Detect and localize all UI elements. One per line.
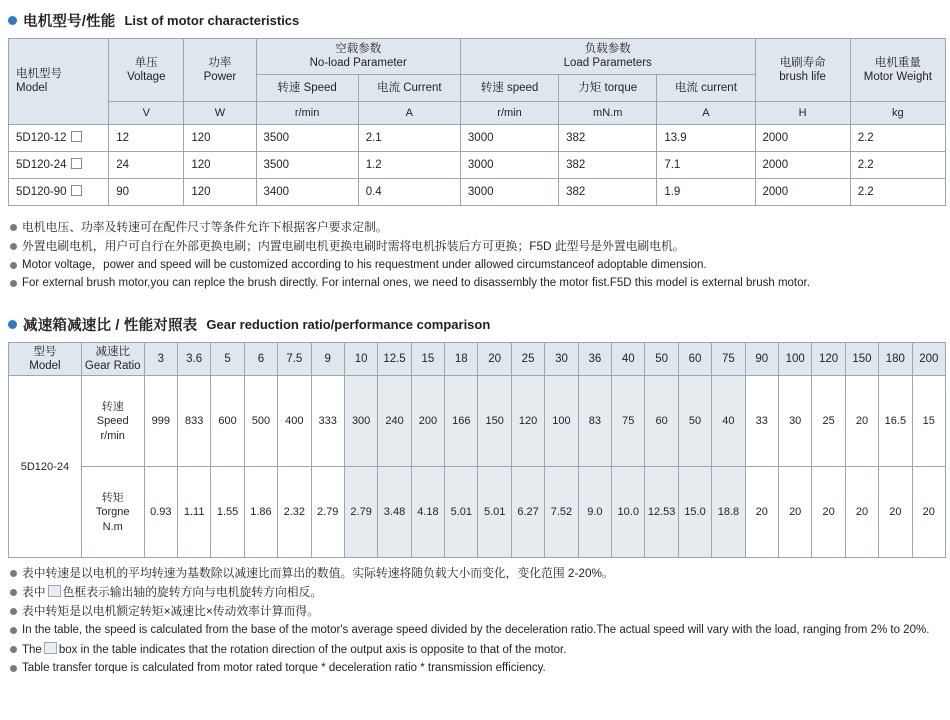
gear-ratio-value: 120: [812, 342, 845, 376]
gear-ratio-value: 3.6: [177, 342, 210, 376]
cell-model: [9, 151, 109, 178]
note-item: [10, 220, 944, 236]
motor-notes: [10, 220, 944, 292]
gear-header-row: [9, 342, 946, 376]
cell-voltage: 90: [109, 178, 184, 205]
unit-ld-speed: r/min: [460, 101, 558, 124]
cell-model: [9, 178, 109, 205]
header-voltage-cn: 单压: [134, 56, 158, 69]
gear-torque-value: 18.8: [712, 467, 745, 558]
note-box-pre: 表中: [22, 585, 46, 600]
note-text: In the table, the speed is calculated from the base of the motor's average speed divided by the deceleration ratio.The actual speed will vary with the load, ranging from 2% to 20%.: [22, 624, 930, 637]
checkbox-square-icon: [71, 158, 82, 169]
header-weight-cn: 电机重量: [874, 56, 921, 69]
header-ld-torque: [559, 74, 657, 101]
header-model: [9, 39, 109, 125]
gear-torque-label-cn: 转矩: [101, 491, 124, 504]
header-noload-en: No-load Parameter: [309, 57, 407, 70]
gear-speed-label-unit: r/min: [100, 429, 125, 442]
note-text: 外置电刷电机，用户可自行在外部更换电刷；内置电刷电机更换电刷时需将电机拆装后方可更换；F5D 此型号是外置电刷电机。: [22, 238, 685, 253]
gear-ratio-value: 60: [678, 342, 711, 376]
gear-ratio-value: 30: [545, 342, 578, 376]
gear-header-ratio-en: Gear Ratio: [84, 360, 141, 372]
gear-speed-value: 40: [712, 376, 745, 467]
cell-weight: 2.2: [850, 124, 945, 151]
note-text: 表中转矩是以电机额定转矩×减速比×传动效率计算而得。: [22, 604, 319, 619]
gear-torque-value: 20: [912, 467, 945, 558]
gear-torque-value: 20: [845, 467, 878, 558]
gear-torque-label-unit: N.m: [102, 520, 123, 533]
gear-speed-value: 200: [411, 376, 444, 467]
header-voltage: [109, 39, 184, 102]
cell-nl-speed: 3500: [256, 151, 358, 178]
note-bullet-icon: [10, 570, 17, 577]
header-nl-speed-cn: 转速: [277, 81, 301, 94]
note-text: [22, 642, 566, 659]
gear-ratio-value: 12.5: [378, 342, 411, 376]
gear-ratio-value: 5: [211, 342, 244, 376]
unit-voltage: V: [109, 101, 184, 124]
unit-brush-life: H: [755, 101, 850, 124]
gear-torque-label-en: Torgne: [95, 506, 130, 519]
cell-ld-torque: 382: [559, 124, 657, 151]
cell-ld-current: 13.9: [657, 124, 755, 151]
gear-ratio-value: 75: [712, 342, 745, 376]
cell-nl-current: 0.4: [358, 178, 460, 205]
gear-ratio-value: 20: [478, 342, 511, 376]
gear-speed-value: 15: [912, 376, 945, 467]
motor-characteristics-table: [8, 38, 946, 206]
header-model-cn: 电机型号: [16, 68, 62, 80]
note-text: [22, 585, 322, 601]
gear-ratio-value: 180: [879, 342, 912, 376]
cell-ld-torque: 382: [559, 151, 657, 178]
note-text: 表中转速是以电机的平均转速为基数除以减速比而算出的数值。实际转速将随负载大小而变化，变化范围 2-20%。: [22, 566, 614, 581]
header-nl-current-en: Current: [403, 81, 442, 94]
cell-nl-current: 1.2: [358, 151, 460, 178]
gear-ratio-value: 6: [244, 342, 277, 376]
gear-torque-value: 2.79: [311, 467, 344, 558]
cell-model: [9, 124, 109, 151]
gear-header-ratio: [81, 342, 144, 376]
gear-speed-label: [81, 376, 144, 467]
gear-speed-value: 300: [344, 376, 377, 467]
header-nl-current-cn: 电流: [377, 81, 401, 94]
gear-speed-value: 20: [845, 376, 878, 467]
header-load: [460, 39, 755, 75]
gear-speed-value: 240: [378, 376, 411, 467]
gear-speed-value: 16.5: [879, 376, 912, 467]
gear-speed-value: 33: [745, 376, 778, 467]
gear-ratio-value: 90: [745, 342, 778, 376]
gear-speed-value: 30: [779, 376, 812, 467]
gear-ratio-value: 200: [912, 342, 945, 376]
header-ld-current-en: current: [701, 81, 737, 94]
cell-ld-current: 1.9: [657, 178, 755, 205]
gear-speed-value: 60: [645, 376, 678, 467]
cell-power: 120: [184, 124, 256, 151]
cell-weight: 2.2: [850, 178, 945, 205]
note-bullet-icon: [10, 262, 17, 269]
gear-torque-value: 9.0: [578, 467, 611, 558]
gear-speed-value: 333: [311, 376, 344, 467]
gear-header-model-cn: 型号: [33, 345, 57, 358]
note-bullet-icon: [10, 243, 17, 250]
cell-ld-speed: 3000: [460, 124, 558, 151]
note-box-post-en: box in the table indicates that the rotation direction of the output axis is opposite to that of the motor.: [58, 643, 567, 656]
cell-model-text: 5D120-24: [16, 159, 67, 172]
gear-ratio-value: 9: [311, 342, 344, 376]
cell-brush-life: 2000: [755, 124, 850, 151]
gear-torque-value: 20: [812, 467, 845, 558]
note-bullet-icon: [10, 646, 17, 653]
gear-torque-value: 1.11: [177, 467, 210, 558]
cell-brush-life: 2000: [755, 178, 850, 205]
cell-nl-current: 2.1: [358, 124, 460, 151]
cell-weight: 2.2: [850, 151, 945, 178]
note-bullet-icon: [10, 608, 17, 615]
note-item-box: [10, 585, 944, 601]
gear-speed-value: 833: [177, 376, 210, 467]
gear-torque-value: 20: [745, 467, 778, 558]
motor-section-heading: [8, 10, 944, 31]
unit-ld-current: A: [657, 101, 755, 124]
header-ld-torque-en: torque: [604, 81, 638, 94]
unit-nl-current: A: [358, 101, 460, 124]
cell-ld-current: 7.1: [657, 151, 755, 178]
gear-speed-label-cn: 转速: [101, 400, 124, 413]
gear-title-en: Gear reduction ratio/performance comparison: [206, 316, 491, 332]
gear-torque-value: 5.01: [478, 467, 511, 558]
header-noload: [256, 39, 460, 75]
gear-ratio-value: 25: [511, 342, 544, 376]
gear-header-model-en: Model: [29, 360, 61, 372]
motor-unit-row: [9, 101, 946, 124]
gear-speed-value: 50: [678, 376, 711, 467]
note-item: [10, 604, 944, 620]
gear-torque-value: 12.53: [645, 467, 678, 558]
gear-torque-value: 2.32: [278, 467, 311, 558]
gear-speed-value: 25: [812, 376, 845, 467]
gear-ratio-value: 3: [144, 342, 177, 376]
gear-speed-value: 75: [612, 376, 645, 467]
gear-torque-value: 2.79: [344, 467, 377, 558]
note-item: [10, 258, 944, 274]
note-bullet-icon: [10, 589, 17, 596]
cell-brush-life: 2000: [755, 151, 850, 178]
checkbox-square-icon: [71, 131, 82, 142]
unit-power: W: [184, 101, 256, 124]
gear-torque-value: 6.27: [511, 467, 544, 558]
cell-power: 120: [184, 178, 256, 205]
header-weight-en: Motor Weight: [863, 70, 932, 83]
gear-torque-label: [81, 467, 144, 558]
checkbox-square-icon: [71, 185, 82, 196]
note-item: [10, 623, 944, 639]
header-voltage-en: Voltage: [127, 70, 166, 83]
unit-weight: kg: [850, 101, 945, 124]
gear-speed-value: 100: [545, 376, 578, 467]
gear-speed-row: [9, 376, 946, 467]
cell-model-text: 5D120-12: [16, 132, 67, 145]
cell-nl-speed: 3400: [256, 178, 358, 205]
motor-title-en: List of motor characteristics: [124, 13, 300, 28]
table-row: [9, 151, 946, 178]
gear-ratio-value: 10: [344, 342, 377, 376]
header-nl-speed: [256, 74, 358, 101]
header-power-en: Power: [203, 70, 237, 83]
gear-speed-value: 150: [478, 376, 511, 467]
gear-torque-value: 5.01: [445, 467, 478, 558]
header-load-en: Load Parameters: [563, 57, 652, 70]
header-ld-speed-en: speed: [506, 81, 539, 94]
gear-ratio-value: 40: [612, 342, 645, 376]
note-bullet-icon: [10, 224, 17, 231]
note-box-pre-en: The: [22, 643, 42, 656]
gear-torque-value: 20: [779, 467, 812, 558]
table-row: [9, 178, 946, 205]
gear-torque-value: 4.18: [411, 467, 444, 558]
header-ld-speed: [460, 74, 558, 101]
header-power: [184, 39, 256, 102]
gear-torque-value: 10.0: [612, 467, 645, 558]
header-load-cn: 负载参数: [584, 43, 631, 55]
header-power-cn: 功率: [208, 56, 232, 69]
gear-speed-value: 400: [278, 376, 311, 467]
table-row: [9, 124, 946, 151]
unit-ld-torque: mN.m: [559, 101, 657, 124]
bullet-dot-icon: [8, 320, 17, 329]
note-text: Table transfer torque is calculated from motor rated torque * deceleration ratio * transmission efficiency.: [22, 662, 546, 675]
gear-ratio-value: 100: [779, 342, 812, 376]
gear-ratio-value: 50: [645, 342, 678, 376]
cell-model-text: 5D120-90: [16, 186, 67, 199]
cell-voltage: 24: [109, 151, 184, 178]
gear-ratio-value: 7.5: [278, 342, 311, 376]
gear-speed-value: 600: [211, 376, 244, 467]
header-ld-speed-cn: 转速: [480, 81, 504, 94]
gear-torque-value: 7.52: [545, 467, 578, 558]
motor-header-row-1: [9, 39, 946, 75]
gear-speed-value: 120: [511, 376, 544, 467]
header-ld-torque-cn: 力矩: [578, 81, 602, 94]
note-box-post: 色框表示输出轴的旋转方向与电机旋转方向相反。: [62, 585, 323, 600]
gear-title-cn: 减速箱减速比 / 性能对照表: [23, 317, 198, 334]
gear-torque-value: 3.48: [378, 467, 411, 558]
header-ld-current: [657, 74, 755, 101]
note-bullet-icon: [10, 280, 17, 287]
color-box-icon: [44, 642, 57, 654]
gear-torque-value: 1.55: [211, 467, 244, 558]
note-item: [10, 566, 944, 582]
header-ld-current-cn: 电流: [674, 81, 698, 94]
color-box-icon: [48, 585, 61, 597]
header-weight: [850, 39, 945, 102]
header-brush-life-cn: 电刷寿命: [779, 56, 826, 69]
cell-ld-torque: 382: [559, 178, 657, 205]
header-nl-current: [358, 74, 460, 101]
gear-torque-row: [9, 467, 946, 558]
gear-torque-value: 1.86: [244, 467, 277, 558]
gear-speed-value: 166: [445, 376, 478, 467]
cell-ld-speed: 3000: [460, 178, 558, 205]
gear-section-heading: [8, 314, 944, 335]
unit-nl-speed: r/min: [256, 101, 358, 124]
gear-torque-value: 15.0: [678, 467, 711, 558]
note-text: For external brush motor,you can replce the brush directly. For internal ones, we need to disassembly the motor fist.F5D this model is external brush motor.: [22, 277, 810, 290]
note-item: [10, 276, 944, 292]
note-item: [10, 661, 944, 677]
gear-ratio-value: 15: [411, 342, 444, 376]
gear-speed-value: 999: [144, 376, 177, 467]
note-item: [10, 239, 944, 255]
gear-ratio-table: [8, 342, 946, 559]
note-text: 电机电压、功率及转速可在配件尺寸等条件允许下根据客户要求定制。: [22, 219, 388, 234]
note-bullet-icon: [10, 665, 17, 672]
header-model-en: Model: [16, 82, 48, 95]
gear-speed-value: 83: [578, 376, 611, 467]
header-nl-speed-en: Speed: [303, 81, 337, 94]
note-bullet-icon: [10, 627, 17, 634]
note-text: Motor voltage，power and speed will be customized according to his requestment under allowed circumstanceof adoptable dimension.: [22, 258, 707, 271]
bullet-dot-icon: [8, 16, 17, 25]
header-brush-life-en: brush life: [779, 70, 826, 83]
cell-nl-speed: 3500: [256, 124, 358, 151]
gear-notes: [10, 566, 944, 676]
gear-speed-label-en: Speed: [96, 415, 129, 428]
gear-ratio-value: 36: [578, 342, 611, 376]
cell-power: 120: [184, 151, 256, 178]
gear-speed-value: 500: [244, 376, 277, 467]
gear-model-cell: 5D120-24: [9, 376, 82, 558]
gear-ratio-value: 150: [845, 342, 878, 376]
header-brush-life: [755, 39, 850, 102]
gear-ratio-value: 18: [445, 342, 478, 376]
note-item-box: [10, 642, 944, 659]
gear-torque-value: 20: [879, 467, 912, 558]
motor-title-cn: 电机型号/性能: [23, 14, 116, 30]
gear-header-ratio-cn: 减速比: [95, 345, 130, 358]
gear-header-model: [9, 342, 82, 376]
header-noload-cn: 空载参数: [335, 43, 382, 55]
gear-torque-value: 0.93: [144, 467, 177, 558]
cell-voltage: 12: [109, 124, 184, 151]
cell-ld-speed: 3000: [460, 151, 558, 178]
